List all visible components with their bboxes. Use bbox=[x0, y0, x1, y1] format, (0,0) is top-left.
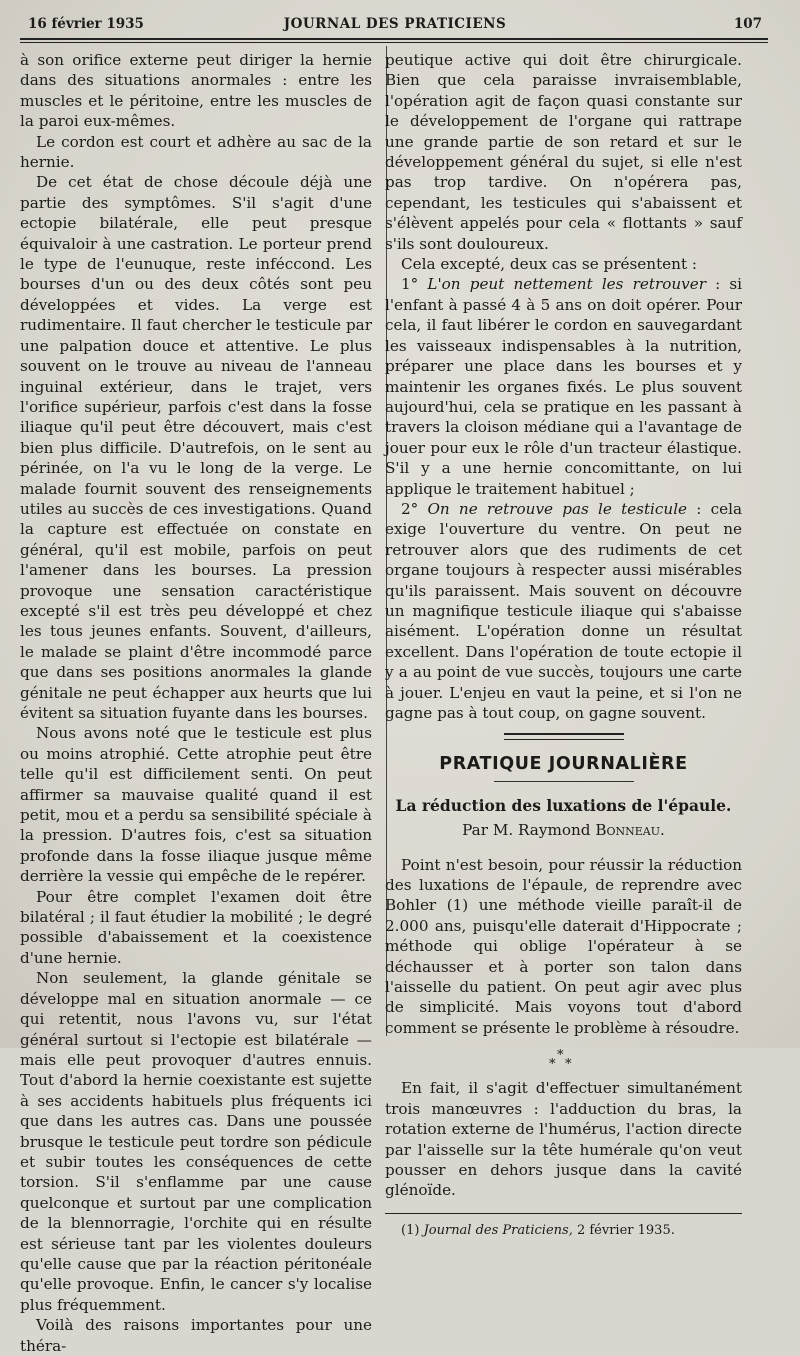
paragraph: Cela excepté, deux cas se présentent : bbox=[401, 255, 697, 274]
page-number: 107 bbox=[733, 16, 762, 32]
footnote-rule bbox=[385, 1213, 742, 1214]
footnote-marker: (1) bbox=[401, 1222, 420, 1238]
right-column bbox=[385, 50, 742, 1240]
section-separator bbox=[504, 733, 624, 740]
paragraph: à son orifice externe peut diriger la hernie dans des situations anormales : entre les muscles et le péritoine, entre les muscles de la paroi eux-mêmes. bbox=[20, 51, 372, 131]
asterism-star: * bbox=[557, 1048, 564, 1064]
page-header bbox=[28, 14, 762, 38]
case-text: : cela exige l'ouverture du ventre. On peut ne retrouver alors que des rudiments de cet organe toujours à respecter aussi misérables qu'ils paraissent. Mais souvent on découvre un magnifique testicule iliaque qui s'abaisse aisément. L'opération donne un résultat excellent. Dans l'opération de toute ectopie il y a au point de vue succès, toujours une carte à jouer. L'enjeu en vaut la peine, et si l'on ne gagne pas à tout coup, on gagne souvent. bbox=[385, 499, 743, 722]
asterism-star: * bbox=[565, 1057, 572, 1073]
paragraph: De cet état de chose découle déjà une partie des symptômes. S'il s'agit d'une ectopie bilatérale, elle peut presque équivaloir à une castration. Le porteur prend le type de l'eunuque, reste inféccond. Les bourses d'un ou des deux côtés sont peu développées et vides. La verge est rudimentaire. Il faut chercher le testicule par une palpation douce et attentive. Le plus souvent on le trouve au niveau de l'anneau inguinal extérieur, dans le trajet, vers l'orifice supérieur, parfois c'est dans la fosse iliaque qu'il peut être découvert, mais c'est bien plus difficile. D'autrefois, on le sent au périnée, on l'a vu le long de la verge. Le malade fournit souvent des renseignements utiles au succès de ces investigations. Quand la capture est effectuée on constate en général, qu'il est mobile, parfois on peut l'amener dans les bourses. La pression provoque une sensation caractéristique excepté s'il est très peu développé et chez les tous jeunes enfants. Souvent, d'ailleurs, le malade se plaint d'être incommodé parce que dans ses positions anormales la glande génitale ne peut échapper aux heurts que lui évitent sa situation fuyante dans les bourses. bbox=[20, 173, 372, 722]
case-title: On ne retrouve pas le testicule bbox=[427, 499, 688, 518]
paragraph: Voilà des raisons importantes pour une théra- bbox=[20, 1316, 372, 1355]
paragraph: En fait, il s'agit d'effectuer simultanément trois manœuvres : l'adduction du bras, la rotation externe de l'humérus, l'action directe par l'aisselle sur la tête humérale qu'on veut pousser en dehors jusque dans la cavité glénoïde. bbox=[385, 1079, 742, 1200]
footnote-journal: Journal des Praticiens, bbox=[423, 1222, 573, 1238]
header-rule bbox=[20, 38, 768, 43]
author-name: Bonneau. bbox=[595, 821, 665, 840]
case-1 bbox=[385, 274, 742, 498]
byline bbox=[385, 820, 742, 840]
title-rule bbox=[494, 781, 634, 782]
paragraph: Nous avons noté que le testicule est plus ou moins atrophié. Cette atrophie peut être telle qu'il est difficilement senti. On peut affirmer sa mauvaise qualité quand il est petit, mou et a perdu sa sensibilité spéciale à la pression. D'autres fois, c'est sa situation profonde dans la fosse iliaque jusque même derrière la vessie qui empêche de le repérer. bbox=[20, 724, 372, 886]
asterism-star: * bbox=[549, 1057, 556, 1073]
paragraph: Point n'est besoin, pour réussir la réduction des luxations de l'épaule, de reprendre avec Bohler (1) une méthode vieille paraît-il de 2.000 ans, puisqu'elle daterait d'Hippocrate ; méthode qui oblige l'opérateur à se déchausser et à porter son talon dans l'aisselle du patient. On peut agir avec plus de simplicité. Mais voyons tout d'abord comment se présente le problème à résoudre. bbox=[385, 855, 742, 1037]
paragraph: peutique active qui doit être chirurgicale. Bien que cela paraisse invraisemblable, l'opération agit de façon quasi constante sur le développement de l'organe qui rattrape une grande partie de son retard et sur le développement général du sujet, si elle n'est pas trop tardive. On n'opérera pas, cependant, les testicules qui s'abaissent et s'élèvent appelés pour cela « flottants » sauf s'ils sont douloureux. bbox=[385, 51, 742, 253]
case-2 bbox=[385, 499, 742, 723]
paragraph: Pour être complet l'examen doit être bilatéral ; il faut étudier la mobilité ; le degré possible d'abaissement et la coexistence d'une hernie. bbox=[20, 887, 372, 967]
section-title: PRATIQUE JOURNALIÈRE bbox=[439, 754, 688, 775]
footnote-date: 2 février 1935. bbox=[576, 1222, 675, 1238]
footnote bbox=[385, 1222, 742, 1240]
paragraph: Non seulement, la glande génitale se développe mal en situation anormale — ce qui retentit, nous l'avons vu, sur l'état général surtout si l'ectopie est bilatérale — mais elle peut provoquer d'autres ennuis. Tout d'abord la hernie coexistante est sujette à ses accidents habituels plus fréquents ici que dans les autres cas. Dans une poussée brusque le testicule peut tordre son pédicule et subir toutes les conséquences de cette torsion. S'il s'enflamme par une cause quelconque et surtout par une complication de la blennorragie, l'orchite qui en résulte est sérieuse tant par les violentes douleurs qu'elle cause que par la réaction péritonéale qu'elle provoque. Enfin, le cancer s'y localise plus fréquemment. bbox=[20, 969, 372, 1314]
case-marker: 1° bbox=[401, 275, 419, 294]
case-marker: 2° bbox=[401, 499, 419, 518]
journal-title: JOURNAL DES PRATICIENS bbox=[283, 16, 507, 32]
article-title: La réduction des luxations de l'épaule. bbox=[395, 795, 732, 815]
case-title: L'on peut nettement les retrouver bbox=[427, 275, 706, 294]
left-column bbox=[20, 50, 372, 1356]
paragraph: Le cordon est court et adhère au sac de la hernie. bbox=[20, 132, 372, 172]
header-date: 16 février 1935 bbox=[28, 16, 144, 32]
case-text: : si l'enfant à passé 4 à 5 ans on doit opérer. Pour cela, il faut libérer le cordon en sauvegardant les vaisseaux indispensables à la nutrition, préparer une place dans les bourses et y maintenir les organes fixés. Le plus souvent aujourd'hui, cela se pratique en les passant à travers la cloison médiane qui a l'avantage de jouer pour eux le rôle d'un tracteur élastique. S'il y a une hernie concomittante, on lui applique le traitement habituel ; bbox=[385, 275, 742, 498]
byline-prefix: Par M. Raymond bbox=[462, 821, 591, 840]
asterism bbox=[385, 1046, 742, 1074]
